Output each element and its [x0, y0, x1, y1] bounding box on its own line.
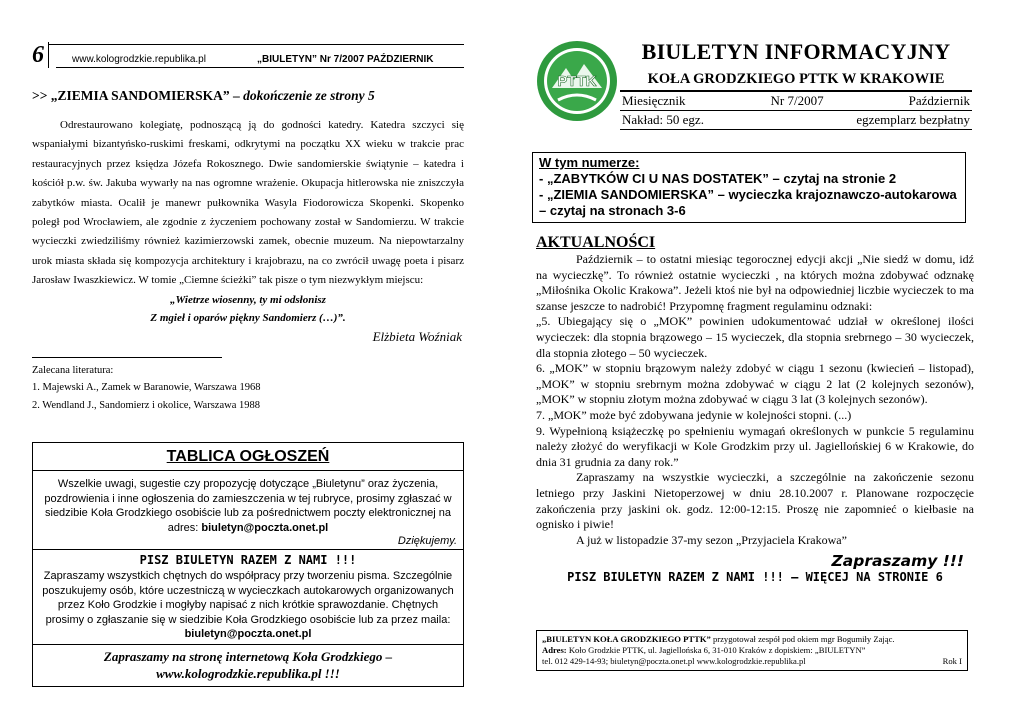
board-email-link[interactable]: biuletyn@poczta.onet.pl: [201, 521, 329, 534]
contents-item[interactable]: - „ZIEMIA SANDOMIERSKA” – wycieczka krajoznawczo-autokarowa – czytaj na stronach 3-6: [539, 187, 957, 218]
board-thanks: Dziękujemy.: [397, 535, 457, 547]
table-of-contents: [532, 152, 966, 223]
news-paragraph: Październik – to ostatni miesiąc tegorocznej edycji akcji „Nie siedź w domu, idź na wycieczkę”. To również ostatnie wycieczki , na których można zdobywać odznakę „Miłośnika Okolic Krakowa”. Jeżeli ktoś nie był na odpowiedniej liczbie wycieczek to ma szanse jeszcze to nadrobić! Przypomnę fragment regulaminu odznaki:: [536, 252, 974, 313]
news-paragraph: 9. Wypełnioną książeczkę po spełnieniu wymagań określonych w punkcie 5 regulaminu należy złożyć do weryfikacji w Kole Grodzkim przy ul. Jagiellońskiej 6 w Krakowie, do dnia 31 grudnia za dany rok.”: [536, 423, 974, 469]
news-paragraph: 6. „MOK” w stopniu brązowym należy zdobyć w ciągu 1 sezonu (kwiecień – listopad), „MOK” w stopniu srebrnym można zdobywać w ciągu 2 lat (2 kolejnych sezonów), „MOK” w stopniu złotym można zdobywać w ciągu 3 lat (3 kolejnych sezonów).: [536, 361, 974, 407]
header-top-rule: [48, 44, 464, 45]
logo-text: PTTK: [557, 73, 597, 90]
issue-number: Nr 7/2007: [770, 93, 824, 108]
header-issue: „BIULETYN” Nr 7/2007 PAŹDZIERNIK: [257, 54, 434, 65]
masthead-info-row: [620, 92, 972, 110]
news-body: [536, 252, 974, 548]
news-paragraph: Zapraszamy na wszystkie wycieczki, a szczególnie na zakończenie sezonu letniego przy Jaskini Nietoperzowej w dniu 28.10.2007 r. Planowane rozpoczęcie zakończenia przy jaskini ok. godz. 12:00-12:15. Proszę nie zapomnieć o kiełbasie na ognisko i piwie!: [536, 470, 974, 532]
poem-line: Z mgieł i oparów piękny Sandomierz (…)”.: [150, 311, 346, 324]
website-link[interactable]: www.kologrodzkie.republika.pl !!!: [156, 665, 340, 681]
contents-item[interactable]: - „ZABYTKÓW CI U NAS DOSTATEK” – czytaj na stronie 2: [539, 171, 897, 186]
section-title: [32, 88, 464, 104]
literature-item: 2. Wendland J., Sandomierz i okolice, Warszawa 1988: [32, 399, 260, 411]
header-url: www.kologrodzkie.republika.pl: [72, 54, 206, 65]
masthead-thin-rule: [620, 129, 972, 130]
header-bottom-rule: [56, 67, 464, 68]
page-number: 6: [32, 42, 44, 68]
pttk-logo-icon: [534, 38, 620, 124]
announcement-board: [32, 442, 464, 687]
circulation: Nakład: 50 egz.: [622, 112, 704, 127]
literature-title: Zalecana literatura:: [32, 364, 114, 376]
write-with-us-banner: PISZ BIULETYN RAZEM Z NAMI !!! – WIĘCEJ NA STRONIE 6: [567, 570, 943, 585]
left-page: [32, 40, 464, 710]
poem-line: „Wietrze wiosenny, ty mi odsłonisz: [170, 293, 326, 306]
newsletter-title: BIULETYN INFORMACYJNY: [641, 39, 951, 64]
write-with-us-title: PISZ BIULETYN RAZEM Z NAMI !!!: [33, 549, 463, 568]
price-info: egzemplarz bezpłatny: [856, 112, 970, 127]
invitation-text: Zapraszamy !!!: [831, 552, 964, 571]
invitation-line: Zapraszamy na stronę internetową Koła Grodzkiego –: [103, 648, 393, 664]
header-divider: [48, 42, 49, 68]
colophon-line: Adres: Koło Grodzkie PTTK, ul. Jagiellońska 6, 31-010 Kraków z dopiskiem: „BIULETYN”: [542, 645, 866, 655]
footnote-separator: [32, 357, 222, 358]
left-page-header: [32, 40, 464, 70]
news-section: [536, 234, 974, 584]
colophon-line: „BIULETYN KOŁA GRODZKIEGO PTTK” przygotował zespół pod okiem mgr Bogumiły Zając.: [542, 634, 895, 644]
colophon: [536, 630, 968, 671]
literature-item: 1. Majewski A., Zamek w Baranowie, Warszawa 1968: [32, 382, 261, 394]
article-paragraph: Odrestaurowano kolegiatę, podnoszącą ją do godności katedry. Katedra szczyci się wspaniałymi bizantyńsko-ruskimi freskami, odkrytymi na początku XX wieku w trakcie prac restauracyjnych przez księdza Józefa Rokosznego. Dwie sandomierskie świątynie – katedra i kościół p.w. św. Jakuba wywarły na nas ogromne wrażenie. Okupacja hitlerowska nie zniszczyła zabytków miasta. Ocalił je manewr pułkownika Wasyla Fiodorowicza Skopenki. Skopenko poległ pod Wrocławiem, ale zgodnie z życzeniem pochowany został w Sandomierzu. W trakcie wycieczki zwiedziliśmy również kazimierzowski zamek, obecnie muzeum. Na niepowtarzalny urok miasta składa się kompozycja architektury i krajobrazu, na co zwrócił uwagę poeta i pisarz Jarosław Iwaszkiewicz. W tomie „Ciemne ścieżki” tak pisze o tym niezwykłym miejscu:: [32, 119, 464, 287]
colophon-year: Rok I: [942, 656, 962, 666]
section-title-continuation: dokończenie ze strony 5: [239, 88, 375, 103]
section-title-main: >> „ZIEMIA SANDOMIERSKA” –: [32, 88, 240, 103]
contents-heading: W tym numerze:: [539, 155, 640, 170]
news-paragraph: „5. Ubiegający się o „MOK” powinien udokumentować udział w określonej ilości wycieczek: dla stopnia brązowego – 15 wycieczek, dla stopnia srebrnego – 30 wycieczek, dla stopnia złotego – 50 wycieczek.: [536, 314, 974, 360]
board-text: Wszelkie uwagi, sugestie czy propozycję dotyczące „Biuletynu” oraz życzenia, pozdrowienia i inne ogłoszenia do zamieszczenia w tej rubryce, prosimy zgłaszać w siedzibie Koła Grodzkiego osobiście lub za pośrednictwem poczty elektronicznej na adres: biuletyn@poczta.onet.pl: [44, 478, 452, 534]
poem-quote: [32, 291, 464, 327]
news-paragraph: A już w listopadzie 37-my sezon „Przyjaciela Krakowa”: [576, 532, 847, 547]
colophon-contact: tel. 012 429-14-93; biuletyn@poczta.onet.pl www.kologrodzkie.republika.pl: [542, 656, 806, 666]
article-author: Elżbieta Woźniak: [372, 328, 462, 344]
colophon-line: [542, 656, 962, 667]
news-paragraph: 7. „MOK” może być zdobywana jedynie w kolejności stopni. (...): [536, 407, 852, 422]
literature-list: [32, 362, 464, 415]
write-with-us-text: Zapraszamy wszystkich chętnych do współpracy przy tworzeniu pisma. Szczególnie poszukujemy osób, które uczestniczą w wycieczkach autokarowych organizowanych przez Koło Grodzkie i mogłyby napisać z nich krótkie sprawozdanie. Chętnych prosimy o zgłaszanie się w siedzibie Koła Grodzkiego osobiście lub za przez maila: biuletyn@poczta.onet.pl: [42, 570, 454, 640]
masthead-info-row-2: [620, 111, 972, 129]
news-heading: AKTUALNOŚCI: [536, 234, 656, 251]
write-email-link[interactable]: biuletyn@poczta.onet.pl: [184, 628, 312, 640]
newsletter-subtitle: KOŁA GRODZKIEGO PTTK W KRAKOWIE: [647, 71, 945, 87]
board-title: TABLICA OGŁOSZEŃ: [33, 443, 463, 471]
right-page: [532, 34, 980, 714]
website-invitation: [33, 644, 463, 686]
article-body: [32, 116, 464, 327]
frequency: Miesięcznik: [622, 93, 686, 108]
masthead: [620, 38, 972, 130]
issue-month: Październik: [908, 93, 970, 108]
